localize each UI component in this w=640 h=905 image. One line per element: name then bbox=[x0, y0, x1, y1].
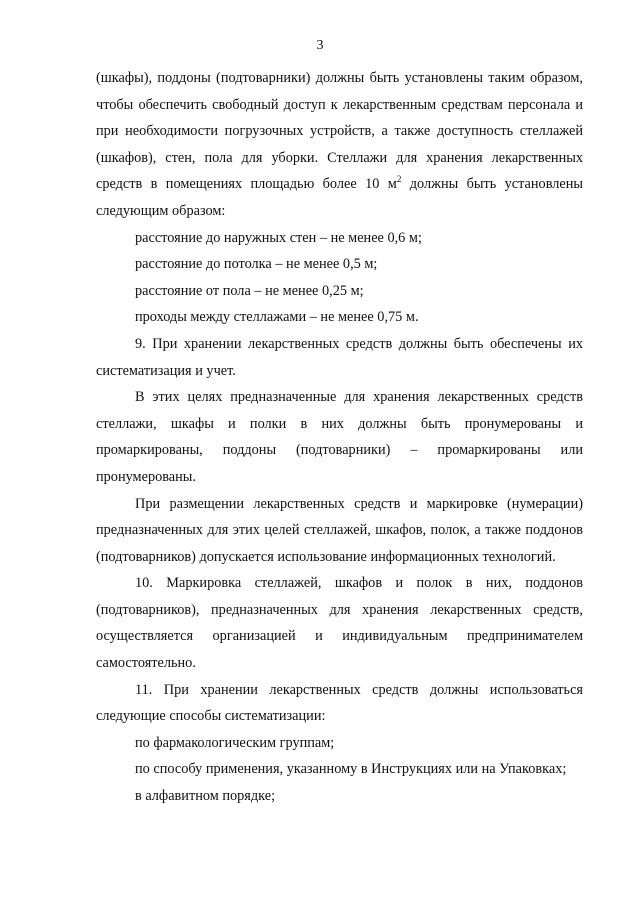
list-item-floor: расстояние от пола – не менее 0,25 м; bbox=[135, 282, 364, 299]
list-item-pharmacological: по фармакологическим группам; bbox=[135, 734, 335, 751]
document-body bbox=[96, 65, 583, 810]
list-item-application-method: по способу применения, указанному в Инструкциях или на Упаковках; bbox=[135, 761, 567, 778]
list-item-alphabetical: в алфавитном порядке; bbox=[135, 788, 276, 805]
list-item-aisles: проходы между стеллажами – не менее 0,75 м. bbox=[135, 309, 419, 326]
paragraph-numbering: В этих целях предназначенные для хранения лекарственных средств стеллажи, шкафы и полки в них должны быть пронумерованы и промаркированы, поддоны (подтоварники) – промаркированы или пронумерованы. bbox=[96, 389, 583, 485]
page-number: 3 bbox=[316, 38, 324, 53]
paragraph-11: 11. При хранении лекарственных средств должны использоваться следующие способы систематизации: bbox=[96, 681, 583, 725]
paragraph-9: 9. При хранении лекарственных средств должны быть обеспечены их систематизация и учет. bbox=[96, 335, 583, 379]
superscript: 2 bbox=[396, 174, 402, 185]
paragraph-racks-placement bbox=[96, 65, 583, 225]
list-item-outer-walls: расстояние до наружных стен – не менее 0,6 м; bbox=[135, 229, 422, 246]
list-item-ceiling: расстояние до потолка – не менее 0,5 м; bbox=[135, 256, 378, 273]
paragraph-text: (шкафы), поддоны (подтоварники) должны быть установлены таким образом, чтобы обеспечить свободный доступ к лекарственным средствам персонала и при необходимости погрузочных устройств, а также доступность стеллажей (шкафов), стен, пола для уборки. Стеллажи для хранения лекарственных средств в помещениях площадью более 10 м bbox=[96, 70, 583, 193]
paragraph-it: При размещении лекарственных средств и маркировке (нумерации) предназначенных для этих целей стеллажей, шкафов, полок, а также поддонов (подтоварников) допускается использование информационных технологий. bbox=[96, 495, 583, 565]
paragraph-tail: должны быть установлены следующим образом: bbox=[96, 176, 584, 219]
paragraph-10: 10. Маркировка стеллажей, шкафов и полок в них, поддонов (подтоварников), предназначенных для хранения лекарственных средств, осуществляется организацией и индивидуальным предпринимателем самостоятельно. bbox=[96, 575, 583, 672]
